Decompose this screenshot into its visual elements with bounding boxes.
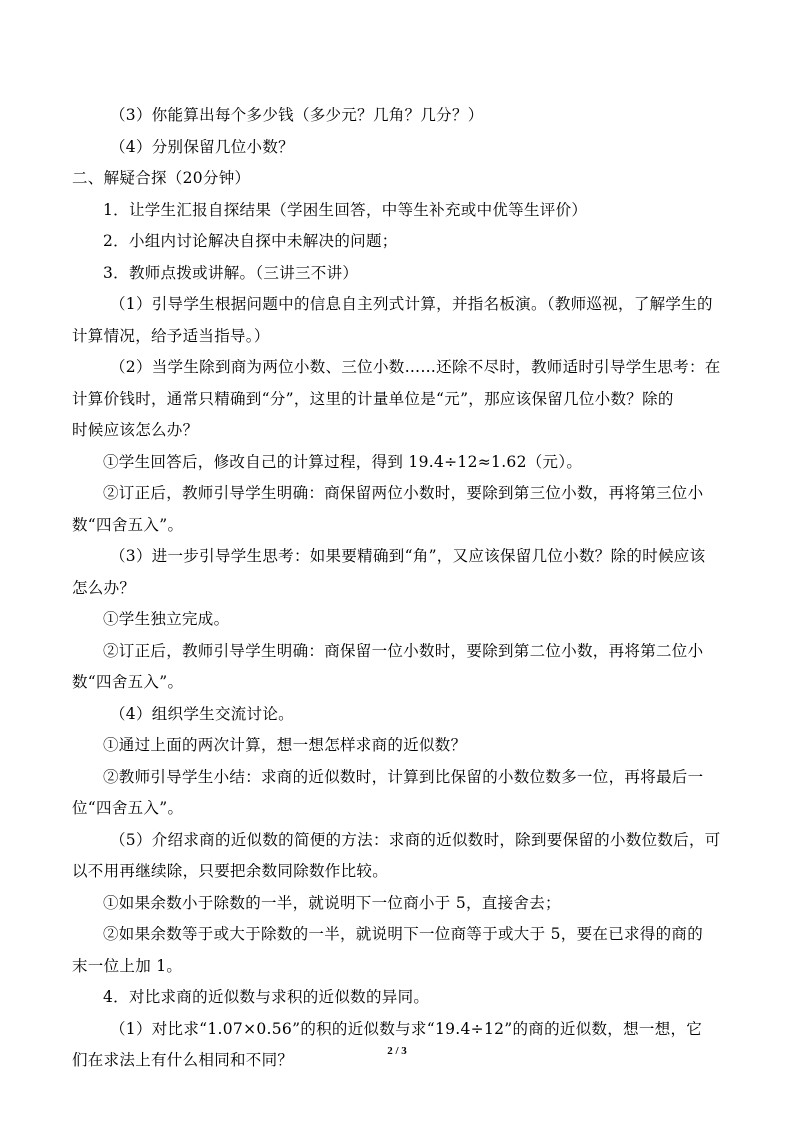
text-line: 位“四舍五入”。 [72,799,184,817]
text-line: ①如果余数小于除数的一半，就说明下一位商小于 5，直接舍去； [103,893,561,912]
text-line: 们在求法上有什么相同和不同？ [72,1051,294,1069]
text-line: 计算价钱时，通常只精确到“分”，这里的计量单位是“元”，那应该保留几位小数？除的 [72,389,674,408]
text-line: 1．让学生汇报自探结果（学困生回答，中等生补充或中优等生评价） [103,200,588,219]
text-line: 2．小组内讨论解决自探中未解决的问题； [103,232,398,250]
text-line: 数“四舍五入”。 [72,673,184,691]
text-line: ②教师引导学生小结：求商的近似数时，计算到比保留的小数位数多一位，再将最后一 [103,767,704,786]
text-line: （3）进一步引导学生思考：如果要精确到“角”，又应该保留几位小数？除的时候应该 [110,547,706,565]
text-line: ①学生回答后，修改自己的计算过程，得到 19.4÷12≈1.62（元）。 [103,452,583,471]
text-line: ①通过上面的两次计算，想一想怎样求商的近似数？ [103,736,467,754]
text-line: （2）当学生除到商为两位小数、三位小数……还除不尽时，教师适时引导学生思考：在 [110,358,721,376]
text-line: 计算情况，给予适当指导。） [72,326,270,345]
text-line: 二、解疑合探（20分钟） [72,169,251,187]
page-number: 2 / 3 [387,1045,407,1057]
text-line: 以不用再继续除，只要把余数同除数作比较。 [72,862,389,880]
text-line: 末一位上加 1。 [72,956,183,975]
text-line: 数“四舍五入”。 [72,515,184,534]
document-body [72,100,732,1077]
text-line: 时候应该怎么办？ [72,421,199,439]
text-line: （1）对比求“1.07×0.56”的积的近似数与求“19.4÷12”的商的近似数，想一想，它 [110,1019,703,1038]
text-line: ②订正后，教师引导学生明确：商保留两位小数时，要除到第三位小数，再将第三位小 [103,484,704,502]
text-line: ②如果余数等于或大于除数的一半，就说明下一位商等于或大于 5，要在已求得的商的 [103,925,703,943]
text-line: 3．教师点拨或讲解。（三讲三不讲） [103,263,359,282]
text-line: （4）组织学生交流讨论。 [110,704,294,723]
text-line: （4）分别保留几位小数？ [110,137,294,156]
text-line: （5）介绍求商的近似数的简便的方法：求商的近似数时，除到要保留的小数位数后，可 [110,830,721,849]
text-line: （1）引导学生根据问题中的信息自主列式计算，并指名板演。（教师巡视，了解学生的 [110,295,713,313]
text-line: 4．对比求商的近似数与求积的近似数的异同。 [103,988,430,1006]
text-line: 怎么办？ [72,578,136,597]
text-line: （3）你能算出每个多少钱（多少元？几角？几分？） [110,106,484,124]
text-line: ②订正后，教师引导学生明确：商保留一位小数时，要除到第二位小数，再将第二位小 [103,641,704,660]
text-line: ①学生独立完成。 [103,610,230,628]
